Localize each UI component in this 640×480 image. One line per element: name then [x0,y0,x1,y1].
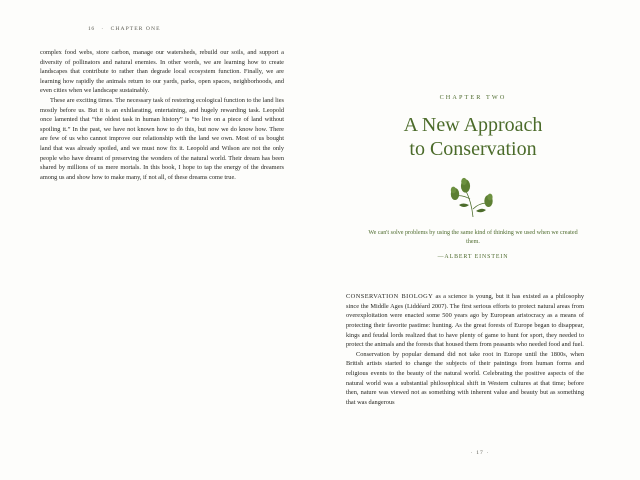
running-head-separator: · [101,26,105,32]
folio-dot-right: · [486,450,490,456]
paragraph [346,292,584,350]
paragraph-body: Conservation by popular demand did not take root in Europe until the 1800s, when British artists started to change the subjects of their paintings from human forms and religious events to the beauty of the natural world. Celebrating the positive aspects of the natural world was a substantial philosophical shift in Western cultures at that time; before then, nature was viewed not as something with inherent value and beauty but as something that was dangerous [346,350,584,406]
right-page-text-column [346,292,584,407]
running-head [40,26,294,32]
paragraph: complex food webs, store carbon, manage our watersheds, rebuild our soils, and support a diversity of pollinators and natural enemies. In other words, we are learning how to create landscapes that contribute to rather than degrade local ecosystem function. Finally, we are learning how rapidly the animals return to our yards, parks, open spaces, neighborhoods, and even cities when we landscape sustainably. [40,49,284,95]
page-folio [320,450,640,456]
paragraph-lead-in: CONSERVATION BIOLOGY [346,293,434,301]
chapter-title-line-2: to Conservation [409,138,537,160]
epigraph-attribution: —ALBERT EINSTEIN [437,253,509,260]
folio-dot-left: · [470,450,474,456]
hops-vine-ornament-icon [443,175,503,219]
paragraph [346,350,584,408]
chapter-opener [346,26,600,262]
paragraph-body: as a science is young, but it has existed as a philosophy since the Middle Ages (Liddéard 2007). The first serious efforts to protect natural areas from overexploitation were enacted some 500 years ago by European aristocracy as a means of protecting their favorite pastime: hunting. As the great forests of Europe began to disappear, kings and feudal lords realized that to have plenty of game to hunt for sport, they needed to protect the animals and the forests that housed them from peasants who needed food and fuel. [346,293,584,349]
running-head-chapter-label: CHAPTER ONE [110,26,161,32]
left-page-text-column [40,48,284,182]
chapter-title [346,113,600,161]
folio-number: 17 [476,450,484,456]
chapter-title-line-1: A New Approach [403,114,543,136]
paragraph: These are exciting times. The necessary task of restoring ecological function to the land lies mostly before us. But it is an exhilarating, entertaining, and hugely rewarding task. Leopold once lamented that “the oldest task in human history” is “to live on a piece of land without spoiling it.” In the past, we have not known how to do this, but now we do know how. There are few of us who cannot improve our relationship with the land we own. Most of us bought land that was already spoiled, and we must now fix it. Leopold and Wilson are not the only people who have dreamt of preserving the wonders of the natural world. Their dream has been shared by millions of us mere mortals. In this book, I hope to tap the energy of the dreamers among us and show how to make many, if not all, of these dreams come true. [40,96,284,181]
chapter-number-label: CHAPTER TWO [439,94,507,101]
epigraph [368,229,578,262]
running-head-folio: 16 [88,26,95,32]
right-page [320,0,640,480]
epigraph-text: We can't solve problems by using the same kind of thinking we used when we created them. [368,230,578,246]
